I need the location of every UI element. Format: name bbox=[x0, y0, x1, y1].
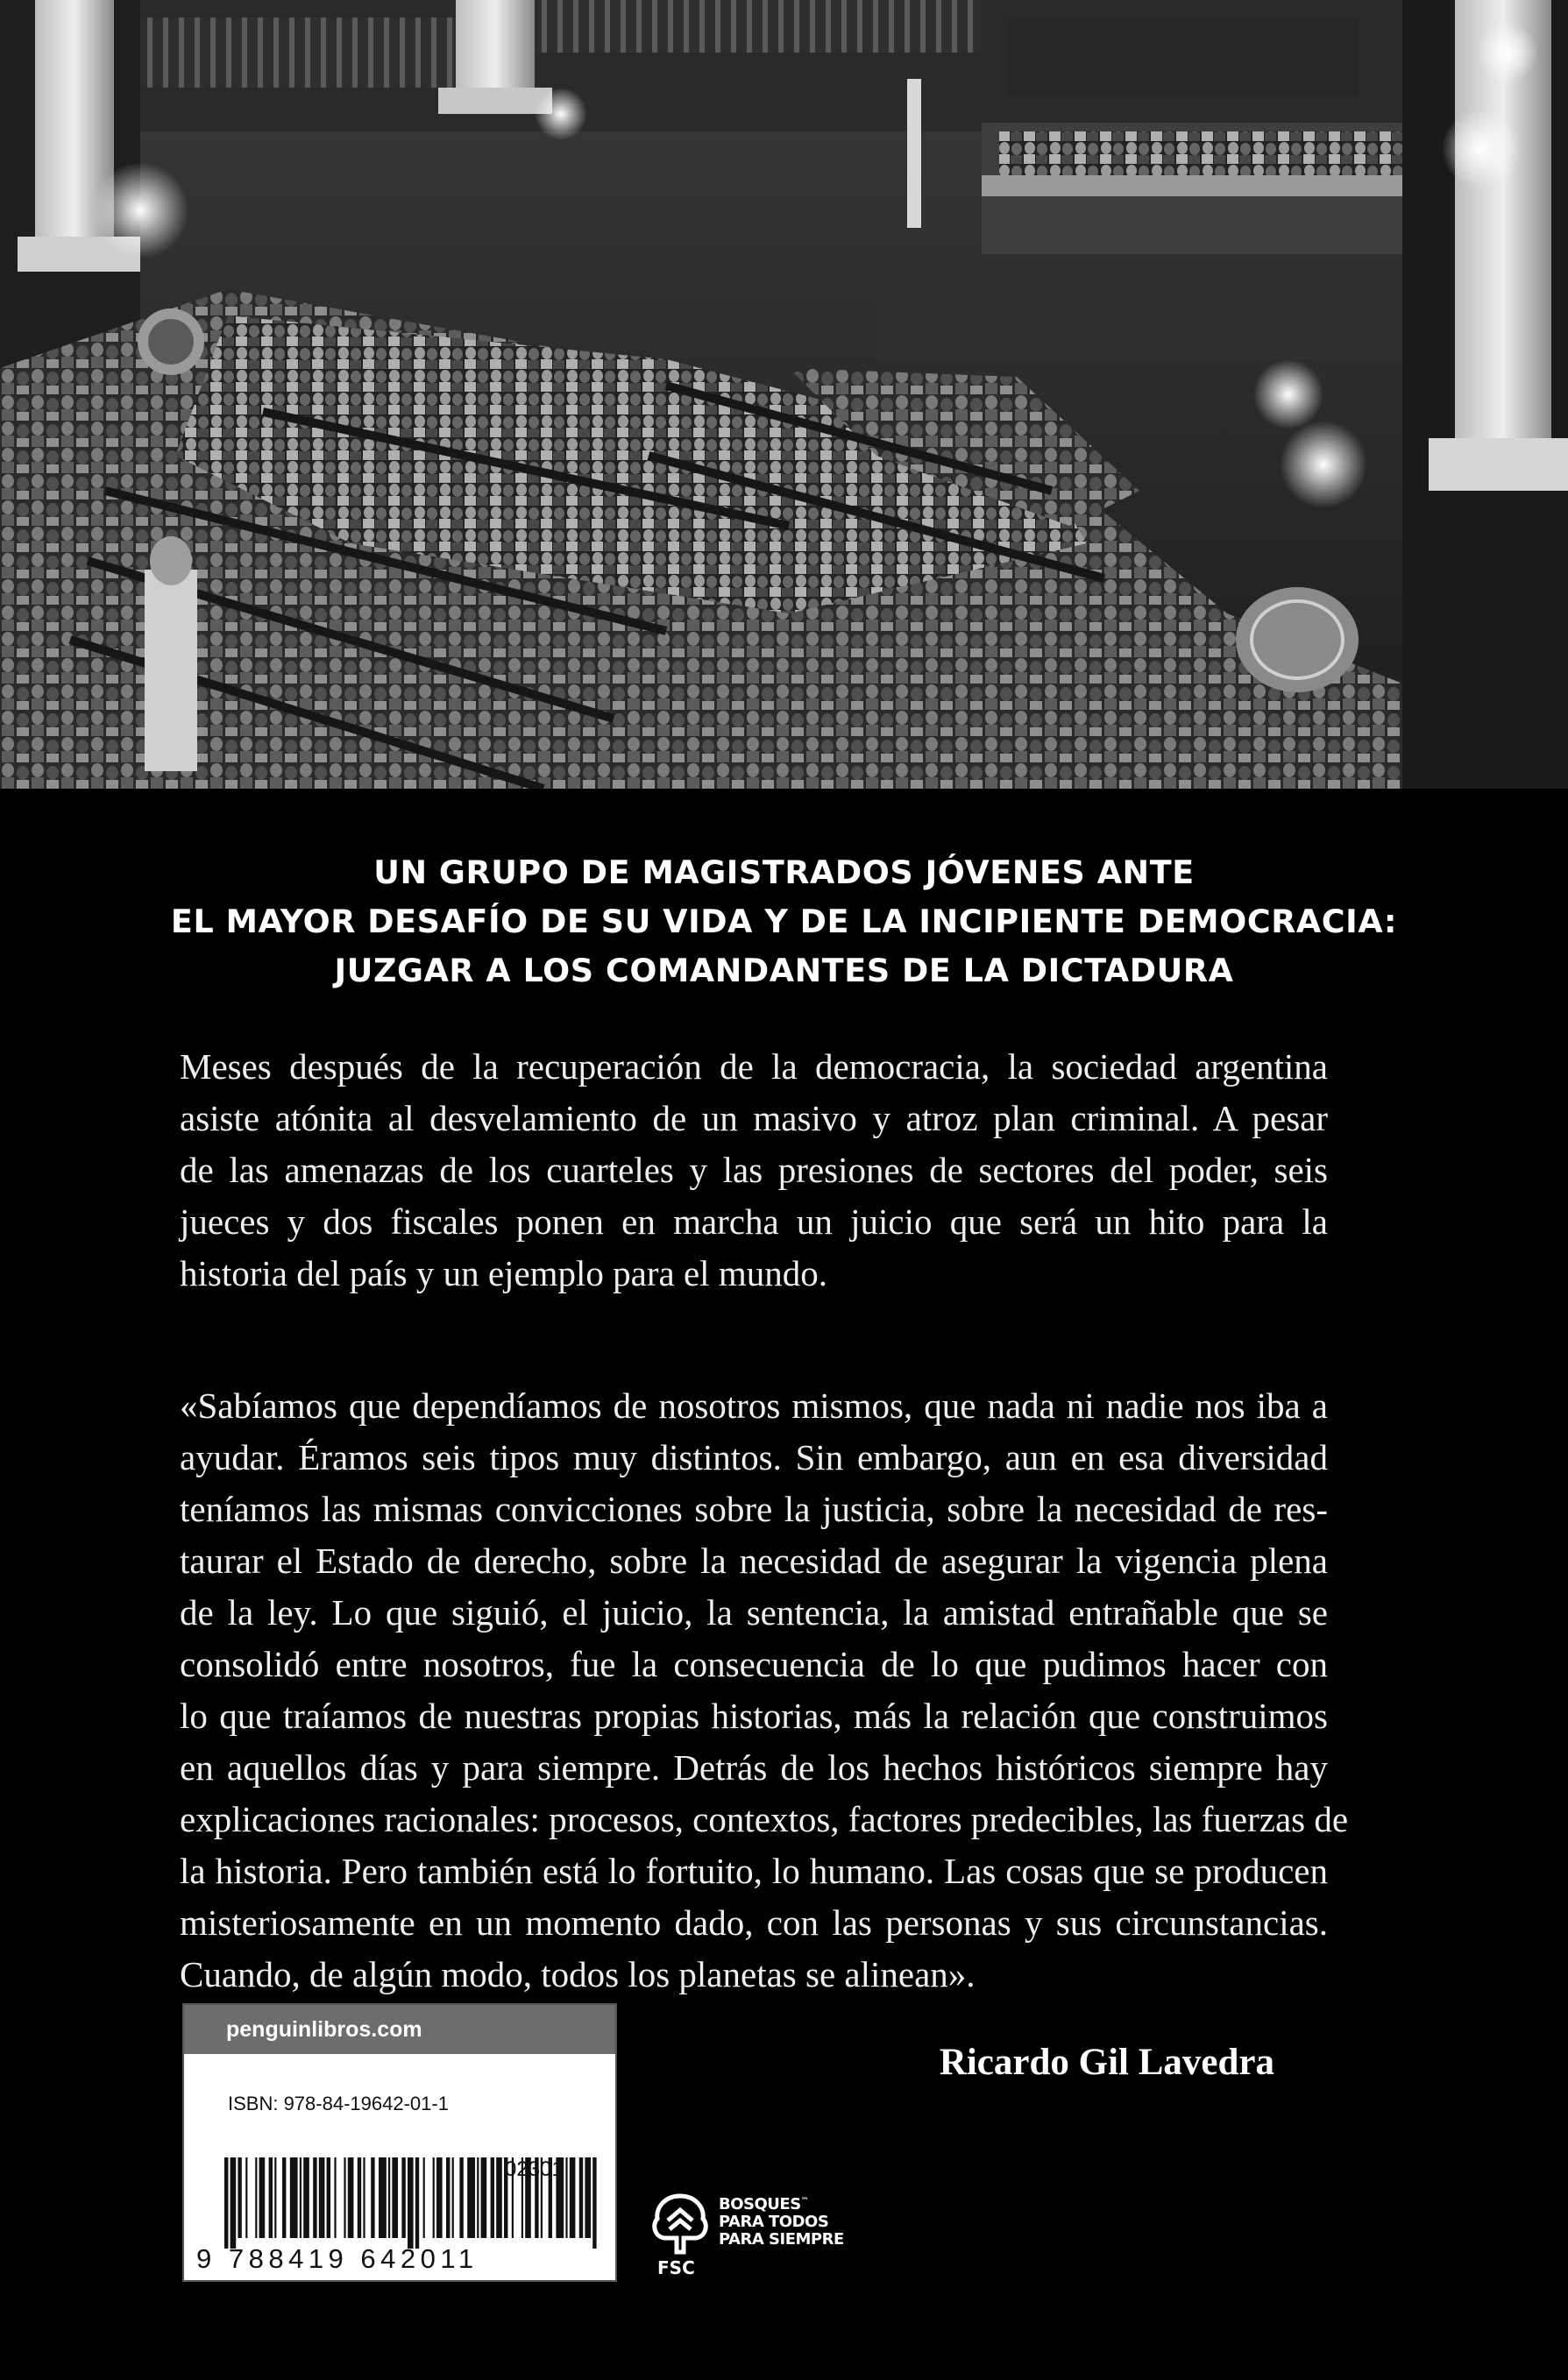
barcode-bar bbox=[446, 2157, 450, 2238]
price-code: 02301 bbox=[505, 2157, 564, 2181]
quote-line: lo que traíamos de nuestras propias historias, más la relación que construimos bbox=[180, 1696, 1328, 1736]
blurb-line: Meses después de la recuperación de la democracia, la sociedad argentina bbox=[180, 1046, 1328, 1087]
quote-line: consolidó entre nosotros, fue la consecuencia de lo que pudimos hacer con bbox=[180, 1644, 1328, 1684]
quote-line: explicaciones racionales: procesos, contextos, factores predecibles, las fuerzas de bbox=[180, 1799, 1349, 1839]
barcode-bar bbox=[303, 2157, 309, 2238]
quote-line: Cuando, de algún modo, todos los planetas se alinean». bbox=[180, 1954, 976, 1994]
barcode-bar bbox=[496, 2157, 502, 2238]
blurb-line: asiste atónita al desvelamiento de un masivo y atroz plan criminal. A pesar bbox=[180, 1098, 1328, 1138]
barcode-bar bbox=[401, 2157, 405, 2238]
barcode-panel bbox=[182, 2003, 617, 2282]
barcode-bar bbox=[238, 2157, 241, 2238]
isbn-label: ISBN: 978-84-19642-01-1 bbox=[228, 2093, 449, 2114]
quote-line: de la ley. Lo que siguió, el juicio, la sentencia, la amistad entrañable que se bbox=[180, 1592, 1328, 1633]
barcode-bar bbox=[269, 2157, 273, 2238]
cover-photo bbox=[0, 0, 1568, 789]
fsc-slogan-line: PARA TODOS bbox=[719, 2213, 829, 2231]
barcode-bar bbox=[415, 2157, 419, 2249]
quote-author: Ricardo Gil Lavedra bbox=[939, 2042, 1274, 2083]
blurb-line: historia del país y un ejemplo para el mundo. bbox=[180, 1253, 827, 1293]
headline-line: EL MAYOR DESAFÍO DE SU VIDA Y DE LA INCIPIENTE DEMOCRACIA: bbox=[170, 903, 1398, 940]
barcode-bar bbox=[224, 2157, 228, 2249]
barcode-bar bbox=[579, 2157, 583, 2238]
barcode-bar bbox=[245, 2157, 247, 2238]
headline bbox=[0, 848, 1568, 995]
barcode-bar bbox=[392, 2157, 398, 2238]
fsc-slogan-line: PARA SIEMPRE bbox=[719, 2230, 844, 2249]
barcode-bar bbox=[433, 2157, 435, 2238]
tree-icon bbox=[647, 2191, 713, 2257]
barcode-bar bbox=[231, 2157, 237, 2249]
quote-paragraph bbox=[180, 1380, 1349, 2001]
fsc-logo bbox=[647, 2191, 875, 2287]
barcode-bar bbox=[585, 2157, 591, 2238]
barcode-bar bbox=[570, 2157, 576, 2238]
trademark-mark: ™ bbox=[800, 2197, 809, 2206]
barcode-bar bbox=[358, 2157, 361, 2238]
barcode-bars bbox=[184, 2005, 615, 2280]
fsc-slogan bbox=[719, 2192, 844, 2249]
barcode-bar bbox=[282, 2157, 286, 2238]
barcode-bar bbox=[363, 2157, 365, 2238]
headline-line: UN GRUPO DE MAGISTRADOS JÓVENES ANTE bbox=[373, 854, 1195, 891]
barcode-bar bbox=[467, 2157, 475, 2238]
barcode-bar bbox=[371, 2157, 374, 2238]
barcode-bar bbox=[452, 2157, 454, 2238]
blurb-line: de las amenazas de los cuarteles y las presiones de sectores del poder, seis bbox=[180, 1150, 1328, 1190]
quote-line: taurar el Estado de derecho, sobre la necesidad de asegurar la vigencia plena bbox=[180, 1541, 1328, 1581]
barcode-bar bbox=[327, 2157, 330, 2238]
barcode-bar bbox=[436, 2157, 443, 2238]
barcode-bar bbox=[423, 2157, 425, 2238]
barcode-bar bbox=[388, 2157, 390, 2238]
barcode-bar bbox=[255, 2157, 257, 2238]
barcode-bar bbox=[408, 2157, 414, 2249]
barcode-bar bbox=[313, 2157, 316, 2238]
barcode-bar bbox=[300, 2157, 302, 2238]
barcode-bar bbox=[259, 2157, 266, 2238]
quote-line: ayudar. Éramos seis tipos muy distintos. Sin embargo, aun en esa diversidad bbox=[180, 1437, 1328, 1477]
quote-line: «Sabíamos que dependíamos de nosotros mismos, que nada ni nadie nos iba a bbox=[180, 1385, 1328, 1426]
barcode-bar bbox=[459, 2157, 463, 2238]
publisher-website: penguinlibros.com bbox=[184, 2005, 615, 2054]
barcode-bar bbox=[334, 2157, 336, 2238]
quote-line: misteriosamente en un momento dado, con las personas y sus circunstancias. bbox=[180, 1902, 1328, 1943]
fsc-label: FSC bbox=[657, 2257, 695, 2278]
blurb-line: jueces y dos fiscales ponen en marcha un juicio que será un hito para la bbox=[180, 1201, 1328, 1242]
barcode-bar bbox=[290, 2157, 298, 2238]
barcode-bar bbox=[491, 2157, 494, 2238]
barcode-bar bbox=[274, 2157, 276, 2238]
barcode-bar bbox=[348, 2157, 354, 2238]
quote-line: teníamos las mismas convicciones sobre la justicia, sobre la necesidad de res- bbox=[180, 1489, 1328, 1529]
courtroom-photo bbox=[0, 0, 1568, 789]
barcode-bar bbox=[379, 2157, 387, 2238]
quote-line: la historia. Pero también está lo fortuito, lo humano. Las cosas que se producen bbox=[180, 1851, 1328, 1891]
barcode-bar bbox=[344, 2157, 345, 2238]
fsc-slogan-line: BOSQUES bbox=[719, 2195, 801, 2214]
barcode-bar bbox=[565, 2157, 567, 2238]
headline-line: JUZGAR A LOS COMANDANTES DE LA DICTADURA bbox=[334, 952, 1234, 989]
barcode-digits: 9 788419 642011 bbox=[196, 2243, 479, 2274]
barcode-bar bbox=[481, 2157, 487, 2238]
blurb-paragraph bbox=[180, 1041, 1328, 1300]
quote-line: en aquellos días y para siempre. Detrás de los hechos históricos siempre hay bbox=[180, 1747, 1328, 1788]
barcode-bar bbox=[319, 2157, 325, 2238]
barcode-bar bbox=[592, 2157, 596, 2249]
barcode-bar bbox=[477, 2157, 479, 2238]
